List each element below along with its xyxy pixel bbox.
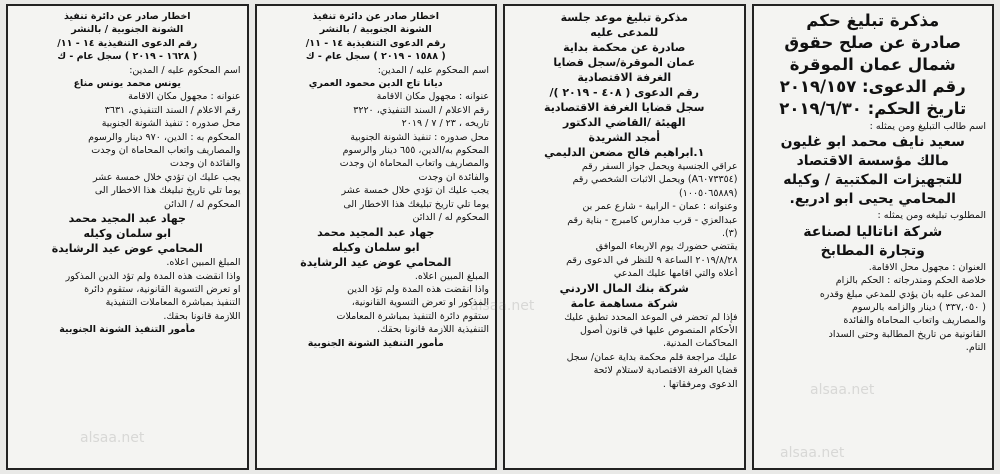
text-line: والمصاريف واتعاب المحاماة ان وجدت — [91, 145, 241, 157]
text-line: والفائدة ان وجدت — [418, 171, 489, 183]
text-line: التام. — [965, 342, 986, 354]
text-line: وعنوانه : عمان - الرابية - شارع عمر بن — [582, 201, 738, 213]
text-line: ابو سلمان وكيله — [83, 227, 172, 241]
text-line: يجب عليك ان تؤدي خلال خمسة عشر — [341, 185, 489, 197]
text-line: فإذا لم تحضر في الموعد المحدد تطبق عليك — [564, 311, 738, 323]
text-line: تاريخه ، ٢٣ / ٧ / ٢٠١٩ — [401, 118, 489, 130]
text-line: يجب عليك ان تؤدي خلال خمسة عشر — [92, 171, 241, 183]
text-line: الدعوى ومرفقاتها . — [662, 378, 738, 390]
text-line: والمصاريف واتعاب المحاماة والفائدة — [843, 315, 986, 327]
text-line: عليك مراجعة قلم محكمة بداية عمان/ سجل — [566, 351, 738, 363]
text-line: عراقي الجنسية ويحمل جواز السفر رقم — [581, 161, 738, 172]
text-line: صادرة عن صلح حقوق — [784, 33, 962, 52]
text-line: عبدالعزي - قرب مدارس كامبرج - بناية رقم — [567, 214, 738, 226]
text-line: المحكوم له / الدائن — [164, 198, 241, 210]
text-line: ديانا تاج الدين محمود العمري — [308, 78, 443, 90]
text-line: عمان الموقرة/سجل قضايا — [553, 56, 696, 69]
text-line: عنوانه : مجهول مكان الاقامة — [128, 91, 241, 103]
text-line: ( ٣٣٧,٠٥٠ ) دينار والزامه بالرسوم — [852, 302, 986, 314]
text-line: شمال عمان الموقرة — [789, 55, 956, 74]
text-line: مذكرة تبليغ موعد جلسة — [560, 11, 688, 24]
text-line: وتجارة المطابخ — [820, 242, 925, 259]
text-line: يوما تلي تاريخ تبليغك هذا الاخطار الى — [343, 198, 489, 210]
text-line: جهاد عبد المجيد محمد — [317, 225, 435, 239]
text-line: الشونة الجنوبية / بالنشر — [319, 24, 432, 36]
text-line: صادرة عن محكمة بداية — [563, 41, 686, 54]
text-line: التنفيذية اللازمة قانونا بحقك. — [377, 324, 489, 336]
text-line: المحاكمات المدنية. — [662, 338, 738, 350]
text-line: تاريخ الحكم: ٢٠١٩/٦/٣٠ — [779, 99, 967, 118]
text-line: سجل قضايا الغرفة الاقتصادية — [544, 101, 705, 114]
text-line: المذكور او تعرض التسوية القانونية، — [351, 297, 489, 309]
text-line: جهاد عبد المجيد محمد — [68, 212, 186, 226]
text-line: سعيد نايف محمد ابو غليون — [780, 134, 965, 151]
text-line: المبلغ المبين اعلاه. — [414, 270, 489, 282]
text-line: اسم المحكوم عليه / المدين: — [377, 64, 489, 76]
text-line: مأمور التنفيذ الشونة الجنوبية — [59, 324, 196, 336]
text-line: القانونية من تاريخ المطالبة وحتى السداد — [828, 328, 986, 340]
text-line: ابو سلمان وكيله — [331, 240, 420, 254]
text-line: مأمور التنفيذ الشونة الجنوبية — [307, 337, 444, 349]
text-line: (A٦٠٧٣٣٥٤) ويحمل الاثبات الشخصي رقم — [572, 174, 738, 186]
text-line: (٣). — [721, 228, 738, 240]
text-line: قضايا الغرفة الاقتصادية لاستلام لائحة — [593, 365, 738, 377]
text-line: المحامي عوض عيد الرشايدة — [51, 242, 203, 256]
text-line: التنفيذ بمباشرة المعاملات التنفيذية — [105, 297, 241, 309]
text-line: الغرفة الاقتصادية — [577, 71, 672, 84]
text-line: يونس محمد يونس مناع — [73, 78, 181, 90]
notice-hearing-economic-chamber — [503, 4, 746, 470]
text-line: رقم الدعوى التنفيذية ١٤ - ١١/ — [305, 37, 446, 49]
text-line: رقم الاعلام / السند التنفيذي، ٣٦٣١ — [104, 104, 241, 116]
text-line: ( ١٦٢٨ - ٢٠١٩ ) سجل عام - ك — [57, 51, 198, 63]
text-line: المحكوم به/الدين، ٦٥٥ دينار والرسوم — [342, 145, 489, 157]
text-line: والفائدة ان وجدت — [170, 158, 241, 170]
text-line: رقم الدعوى التنفيذية ١٤ - ١١/ — [57, 37, 198, 49]
notice-execution-1628 — [6, 4, 249, 470]
text-line: العنوان : مجهول محل الاقامة. — [868, 261, 986, 273]
text-line: اسم طالب التبليغ ومن يمثله : — [869, 121, 986, 132]
text-line: المحكوم به : الدين، ٩٧٠ دينار والرسوم — [88, 131, 241, 143]
text-line: أمجد الشريدة — [588, 131, 661, 144]
text-line: اخطار صادر عن دائرة تنفيذ — [63, 11, 191, 22]
text-line: ١.ابراهيم فالح مضعن الدليمي — [544, 146, 705, 159]
text-line: ستقوم دائرة التنفيذ بمباشرة المعاملات — [336, 310, 489, 322]
text-line: المطلوب تبليغه ومن يمثله : — [877, 210, 986, 222]
text-line: (١٠٠٥٠٦٥٨٨٩) — [679, 187, 738, 199]
text-line: يقتضي حضورك يوم الاربعاء الموافق — [595, 241, 738, 253]
text-line: مذكرة تبليغ حكم — [806, 11, 940, 30]
text-line: يوما تلي تاريخ تبليغك هذا الاخطار الى — [94, 185, 241, 197]
text-line: الأحكام المنصوص عليها في قانون أصول — [580, 325, 738, 337]
text-line: المبلغ المبين اعلاه. — [166, 257, 241, 269]
text-line: المحامي عوض عيد الرشايدة — [300, 255, 452, 269]
text-line: أعلاه والتي اقامها عليك المدعي — [613, 268, 738, 280]
text-line: شركة بنك المال الاردني — [559, 281, 689, 295]
text-line: محل صدوره : تنفيذ الشونة الجنوبية — [350, 131, 489, 143]
text-line: رقم الدعوى: ٢٠١٩/١٥٧ — [779, 77, 966, 96]
text-line: اسم المحكوم عليه / المدين: — [129, 64, 241, 76]
text-line: الهيئة /القاضي الدكتور — [562, 116, 686, 129]
text-line: المدعى عليه بان يؤدي للمدعي مبلغ وقدره — [819, 288, 986, 300]
text-line: للتجهيزات المكتبية / وكيله — [783, 172, 963, 189]
text-line: او تعرض التسوية القانونية، ستقوم دائرة — [84, 283, 241, 295]
text-line: واذا انقضت هذه المدة ولم تؤد الدين المذكور — [65, 270, 241, 282]
text-line: شركة مساهمة عامة — [570, 296, 678, 310]
text-line: محل صدوره : تنفيذ الشونة الجنوبية — [101, 118, 241, 130]
text-line: خلاصة الحكم ومندرجاته : الحكم بالزام — [835, 275, 986, 287]
text-line: رقم الاعلام / السند التنفيذي، ٣٢٢٠ — [353, 104, 489, 116]
text-line: ( ١٥٨٨ - ٢٠١٩ ) سجل عام - ك — [305, 51, 446, 63]
notice-execution-1588 — [255, 4, 498, 470]
text-line: المحامي يحيى ابو ادريع. — [789, 191, 956, 208]
text-line: مالك مؤسسة الاقتصاد — [796, 153, 949, 170]
text-line: ٢٠١٩/٨/٢٨ الساعة ٩ للنظر في الدعوى رقم — [566, 254, 738, 266]
text-line: واذا انقضت هذه المدة ولم تؤد الدين — [347, 283, 489, 295]
text-line: المحكوم له / الدائن — [412, 212, 489, 224]
text-line: والمصاريف واتعاب المحاماة ان وجدت — [339, 158, 489, 170]
notice-judgment-north-amman — [752, 4, 995, 470]
text-line: اخطار صادر عن دائرة تنفيذ — [312, 11, 440, 22]
text-line: الشونة الجنوبية / بالنشر — [71, 24, 184, 36]
text-line: عنوانه : مجهول مكان الاقامة — [376, 91, 489, 103]
text-line: للمدعى عليه — [590, 26, 659, 39]
text-line: شركة اناتاليا لصناعة — [803, 223, 943, 240]
text-line: اللازمة قانونا بحقك. — [163, 310, 241, 322]
text-line: رقم الدعوى ( ٤٠٨ - ٢٠١٩ )/ — [549, 86, 700, 99]
